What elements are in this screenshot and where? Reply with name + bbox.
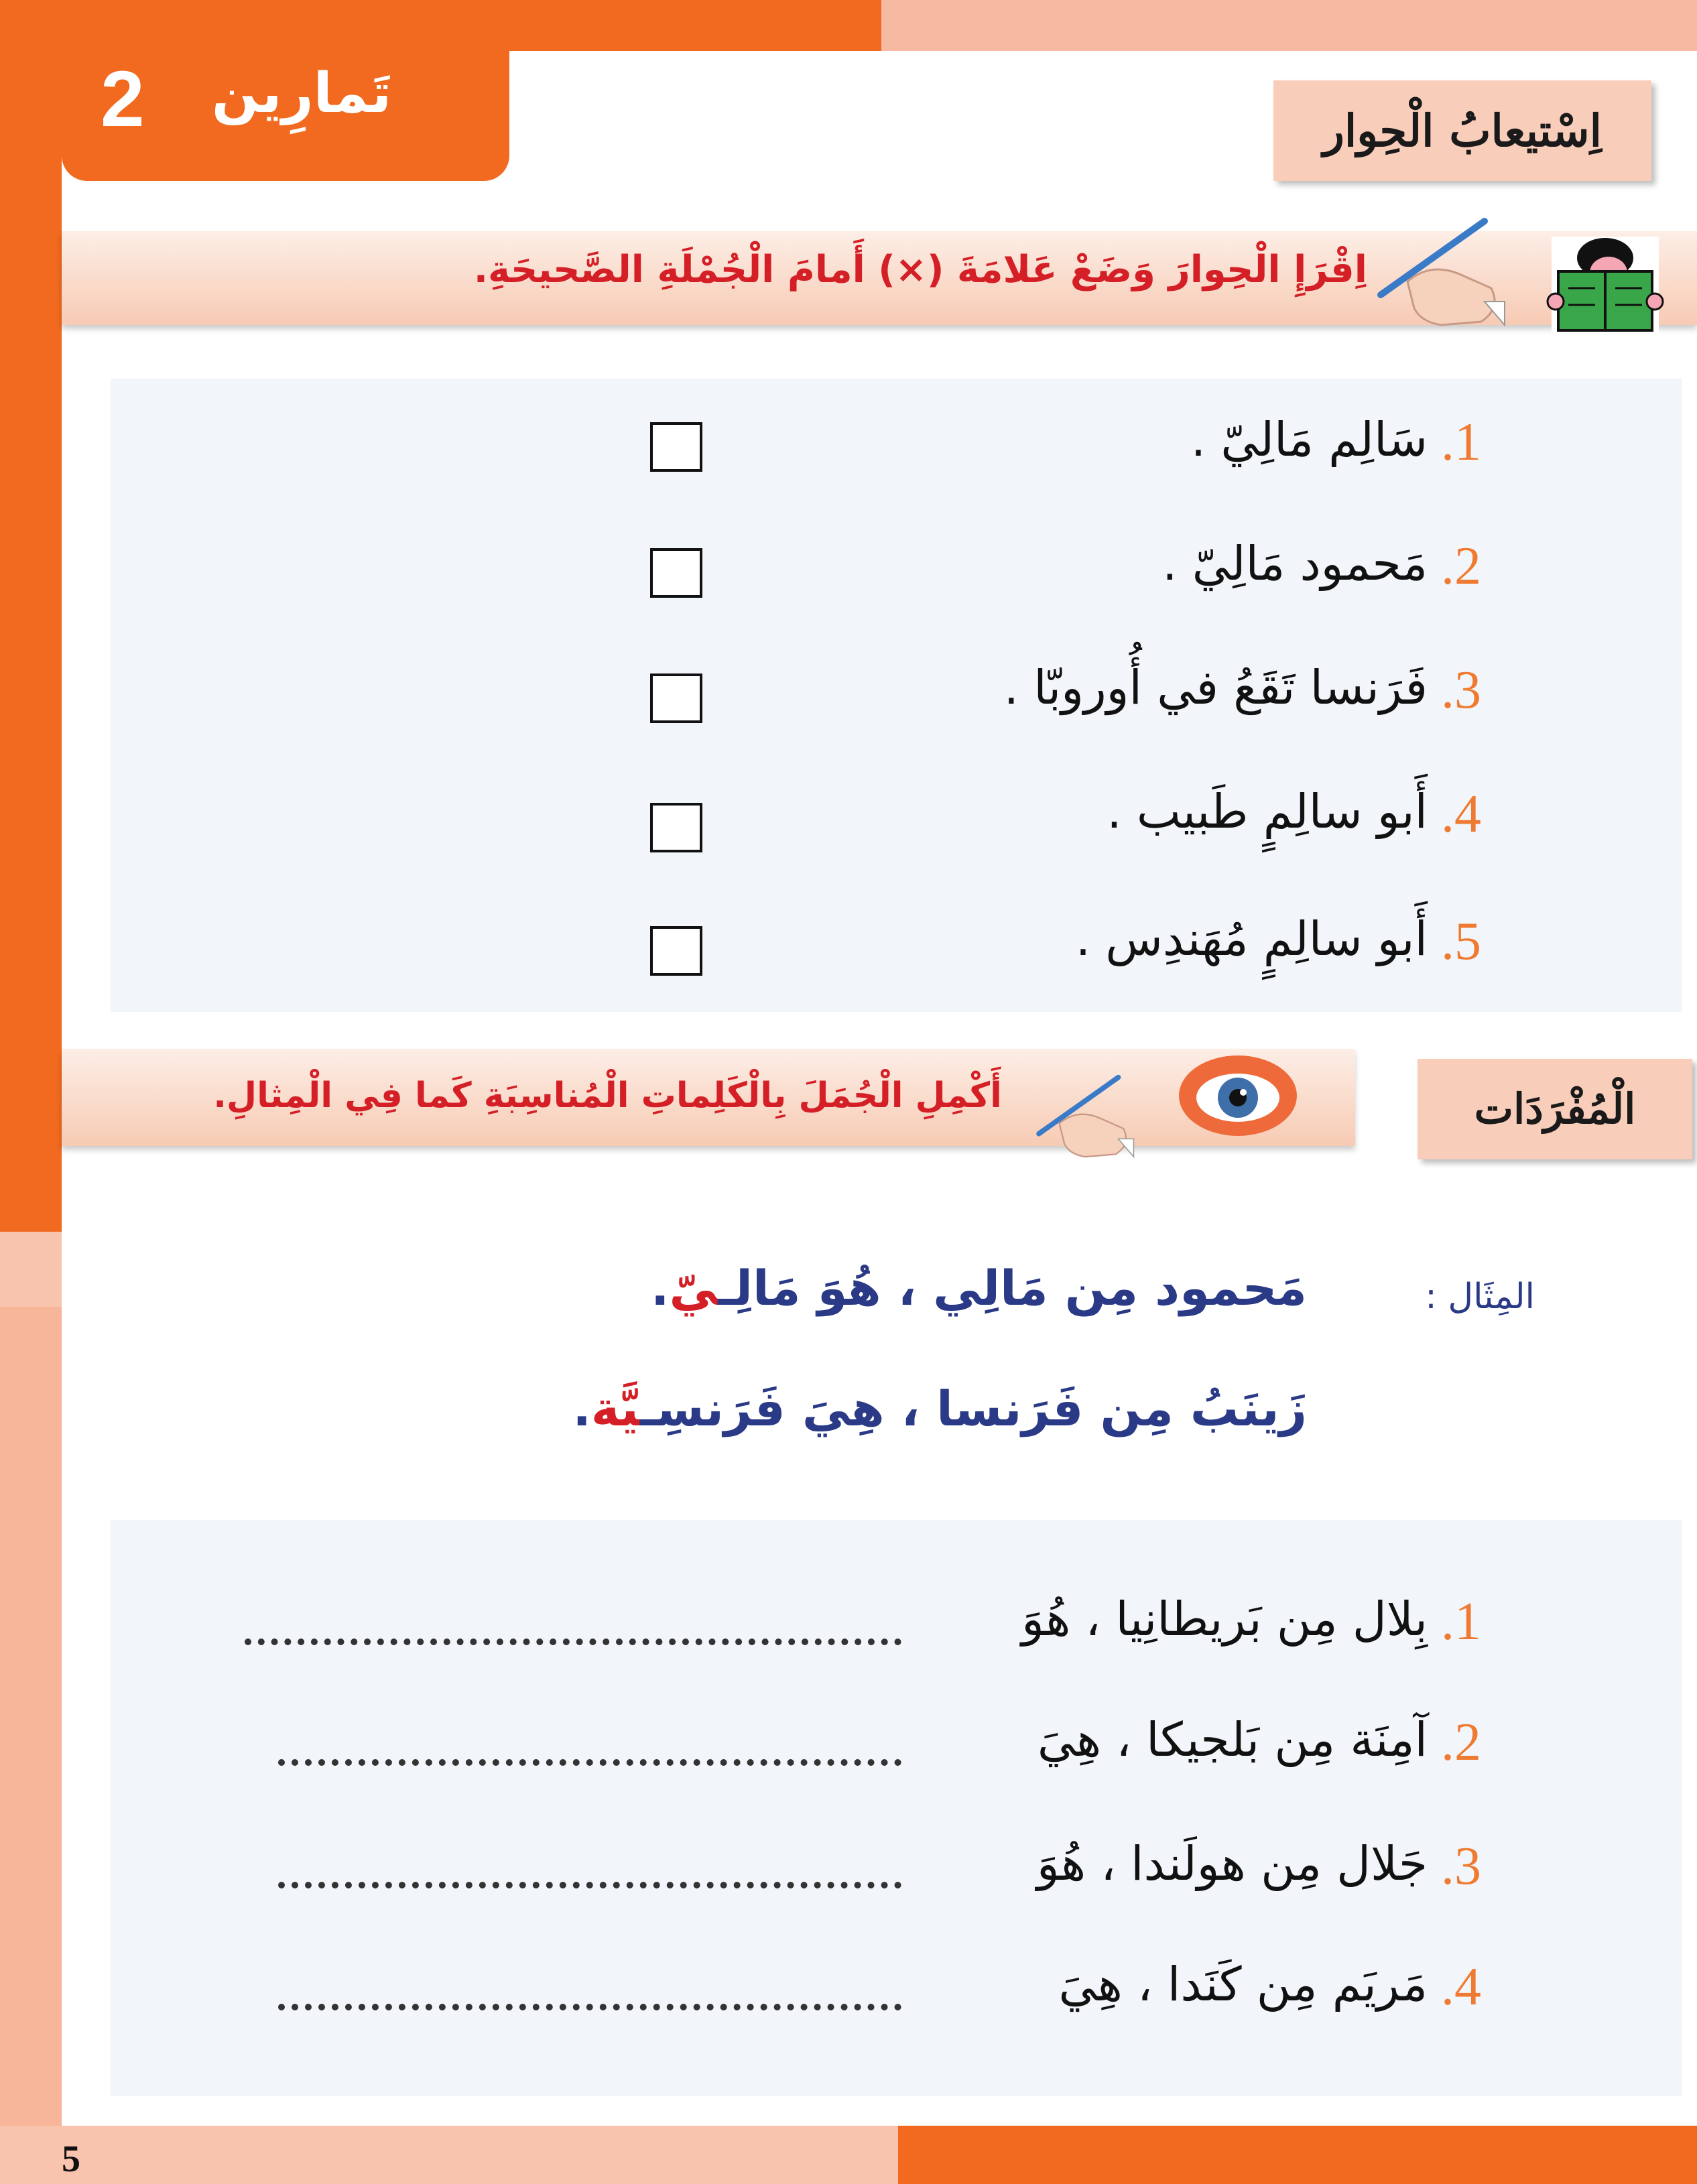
list-item: أَبو سالِمٍ طَبيب . (1107, 784, 1428, 839)
item-number: .3 (1441, 1837, 1481, 1896)
example-sentence-main: زَينَبُ مِن فَرَنسا ، هِيَ فَرَنسِـ (639, 1380, 1307, 1437)
example-suffix: يَّة (590, 1380, 640, 1437)
writing-hand-icon (1367, 214, 1508, 328)
top-peach-band (881, 0, 1697, 51)
list-item: فَرَنسا تَقَعُ في أُوروبّا . (1003, 660, 1428, 715)
page-number: 5 (62, 2138, 80, 2180)
left-peach-bar (0, 1243, 62, 2184)
item-number: .2 (1441, 1713, 1481, 1772)
list-item: سَالِم مَالِيّ . (1190, 412, 1428, 467)
writing-hand-icon (1012, 1072, 1153, 1159)
answer-blank-4[interactable] (278, 2004, 901, 2010)
section-title-vocab: الْمُفْرَدَات (1418, 1059, 1692, 1159)
list-item: بِلال مِن بَريطانِيا ، هُوَ (1021, 1592, 1428, 1647)
item-number: .2 (1441, 537, 1481, 596)
list-item: مَريَم مِن كَنَدا ، هِيَ (1058, 1957, 1428, 2012)
answer-blank-1[interactable] (245, 1639, 901, 1645)
example-end: . (572, 1380, 591, 1437)
answer-checkbox-4[interactable] (650, 803, 702, 852)
list-item: مَحمود مَالِيّ . (1162, 536, 1428, 591)
left-orange-bar (0, 0, 62, 1243)
item-number: .4 (1441, 785, 1481, 844)
bottom-orange-band (898, 2126, 1697, 2184)
exercise-number: 2 (101, 55, 145, 143)
item-number: .3 (1441, 661, 1481, 720)
section-title-comprehension: اِسْتيعابُ الْحِوار (1273, 80, 1651, 181)
answer-blank-3[interactable] (278, 1882, 901, 1888)
bottom-peach-band (0, 2126, 898, 2184)
item-number: .4 (1441, 1957, 1481, 2016)
example-sentence-1 (651, 1260, 1307, 1316)
example-suffix: يّ (669, 1260, 718, 1316)
answer-checkbox-1[interactable] (650, 422, 702, 472)
example-end: . (651, 1260, 670, 1316)
answer-checkbox-2[interactable] (650, 548, 702, 598)
answer-blank-2[interactable] (278, 1759, 901, 1766)
instruction-comprehension: اِقْرَإِ الْحِوارَ وَضَعْ عَلامَةَ (×) أَمامَ الْجُمْلَةِ الصَّحيحَةِ. (473, 248, 1367, 292)
list-item: آمِنَة مِن بَلجيكا ، هِيَ (1037, 1712, 1428, 1767)
answer-checkbox-5[interactable] (650, 926, 702, 976)
eye-icon (1176, 1052, 1300, 1139)
answer-checkbox-3[interactable] (650, 673, 702, 723)
top-orange-band (509, 0, 885, 51)
example-sentence-2 (572, 1380, 1307, 1437)
item-number: .5 (1441, 912, 1481, 971)
item-number: .1 (1441, 1592, 1481, 1651)
reading-child-icon (1531, 231, 1679, 335)
example-label: المِثَال : (1425, 1277, 1535, 1317)
example-sentence-main: مَحمود مِن مَالِي ، هُوَ مَالِـ (718, 1260, 1307, 1316)
exercise-title: تَمارِين (211, 62, 392, 125)
item-number: .1 (1441, 413, 1481, 472)
instruction-vocab: أَكْمِلِ الْجُمَلَ بِالْكَلِماتِ الْمُناسِبَةِ كَما فِي الْمِثالِ. (213, 1076, 1002, 1116)
list-item: جَلال مِن هولَندا ، هُوَ (1036, 1836, 1428, 1891)
list-item: أَبو سالِمٍ مُهَندِس . (1075, 911, 1428, 966)
